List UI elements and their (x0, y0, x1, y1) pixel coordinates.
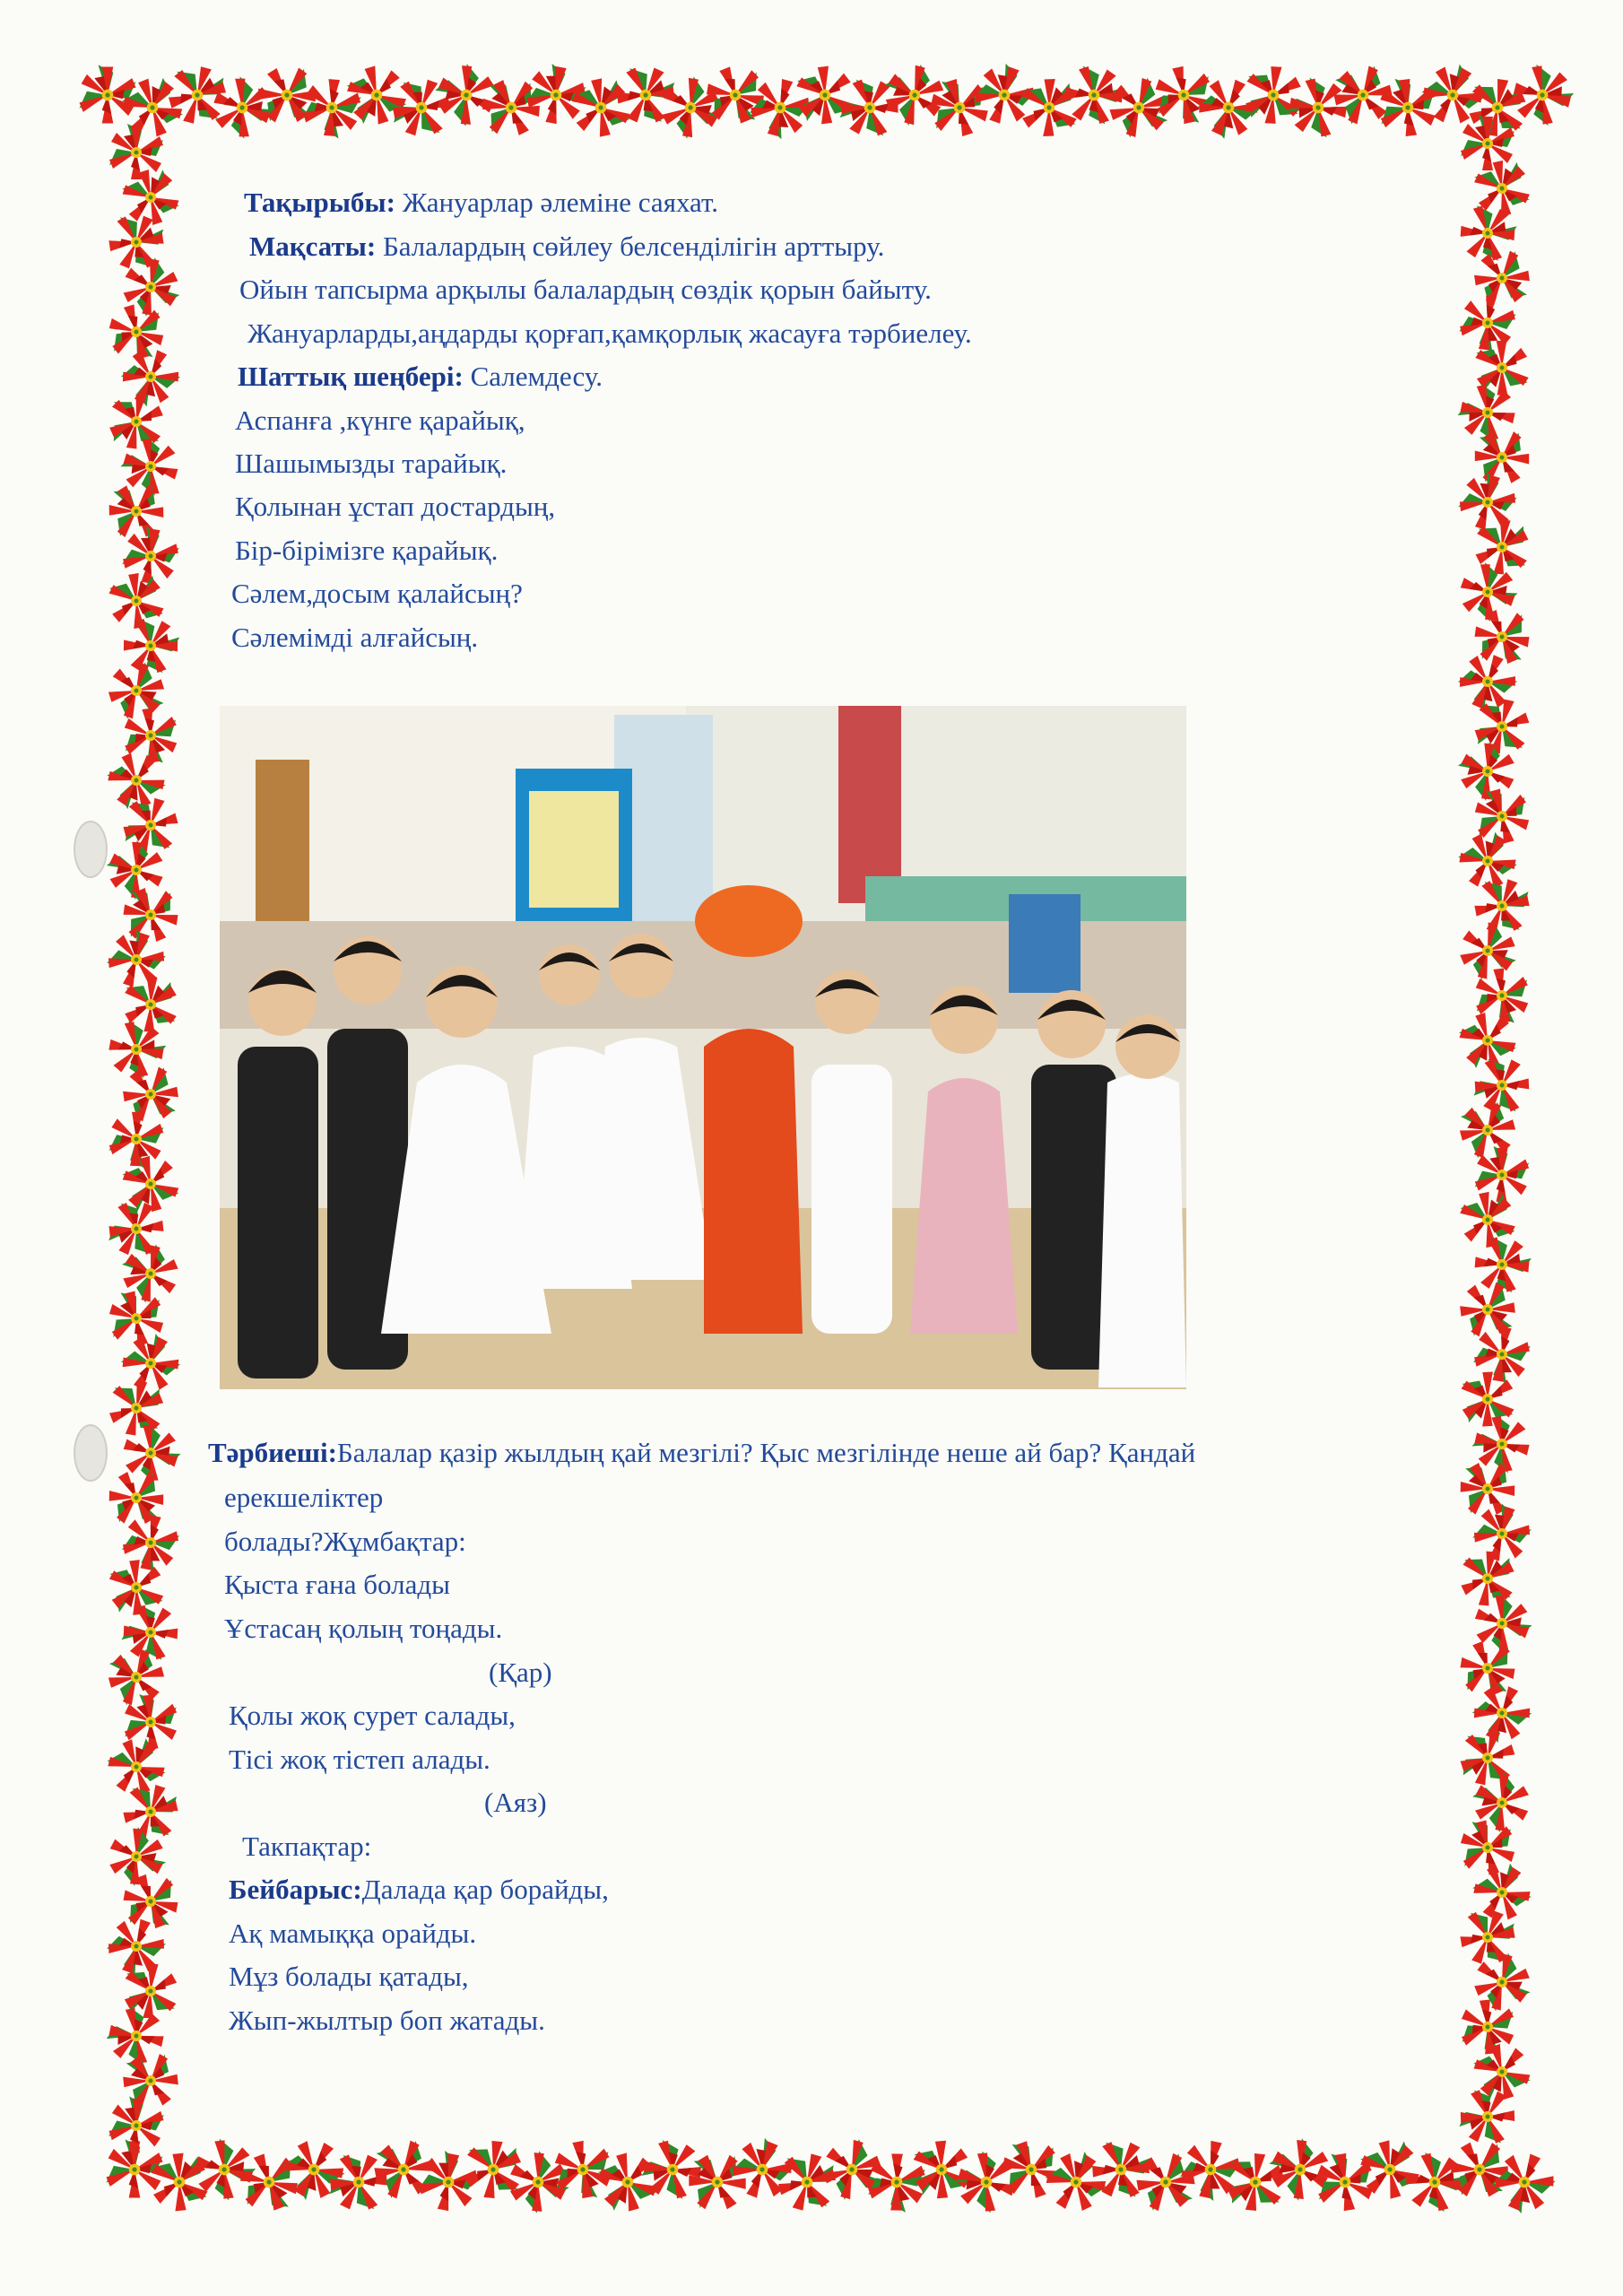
text-line (249, 229, 884, 265)
line-text: (Қар) (489, 1657, 552, 1688)
line-text: Ақ мамыққа орайды. (229, 1918, 477, 1949)
line-text: Балалардың сөйлеу белсенділігін арттыру. (376, 230, 885, 262)
line-text: Шашымызды тарайық. (235, 448, 508, 479)
line-text: ерекшеліктер (224, 1482, 384, 1513)
text-line (224, 1567, 450, 1603)
line-label: Бейбарыс: (229, 1874, 362, 1905)
line-text: Мұз болады қатады, (229, 1961, 469, 1992)
text-line (224, 1611, 502, 1647)
text-line (484, 1785, 547, 1821)
text-line (489, 1655, 552, 1691)
text-line (229, 1872, 609, 1908)
line-label: Тәрбиеші: (208, 1437, 337, 1468)
text-line (231, 576, 523, 612)
text-line (235, 446, 507, 482)
line-label: Мақсаты: (249, 230, 377, 262)
text-line (235, 489, 555, 525)
line-text: Қолынан ұстап достардың, (235, 491, 556, 522)
text-line (231, 620, 478, 656)
text-line (235, 533, 498, 569)
text-line (242, 1829, 371, 1865)
line-text: болады?Жұмбақтар: (224, 1526, 466, 1557)
text-line (229, 2003, 545, 2039)
line-text: Балалар қазір жылдың қай мезгілі? Қыс мезгілінде неше ай бар? Қандай (336, 1437, 1196, 1468)
line-text: Қыста ғана болады (224, 1569, 450, 1600)
line-text: Ұстасаң қолың тоңады. (224, 1613, 503, 1644)
line-text: Сәлемімді алғайсың. (231, 622, 479, 653)
line-text: Тісі жоқ тістеп алады. (229, 1744, 490, 1775)
text-line (247, 316, 972, 352)
text-line (235, 403, 525, 439)
line-text: Жып-жылтыр боп жатады. (229, 2005, 545, 2036)
line-text: Такпақтар: (242, 1831, 372, 1862)
text-line (239, 272, 932, 308)
text-line (224, 1524, 466, 1560)
classroom-photo-illustration (220, 706, 1186, 1389)
line-text: Ойын тапсырма арқылы балалардың сөздік қорын байыту. (239, 274, 932, 305)
line-text: Жануарлар әлеміне саяхат. (395, 187, 718, 218)
text-line (229, 1698, 516, 1734)
line-text: (Аяз) (484, 1787, 547, 1818)
line-text: Сәлем,досым қалайсың? (231, 578, 523, 609)
line-text: Жануарларды,аңдарды қорғап,қамқорлық жасауға тәрбиелеу. (247, 317, 972, 349)
text-line (229, 1742, 490, 1778)
text-line (224, 1480, 383, 1516)
text-line (229, 1959, 469, 1995)
text-line (238, 359, 603, 395)
text-line (229, 1916, 476, 1952)
line-text: Қолы жоқ сурет салады, (229, 1700, 516, 1731)
line-text: Бір-бірімізге қарайық. (235, 535, 499, 566)
text-line (244, 185, 718, 221)
line-label: Тақырыбы: (244, 187, 395, 218)
children-photo (220, 706, 1186, 1389)
text-line (208, 1435, 1195, 1471)
line-text: Аспанға ,күнге қарайық, (235, 404, 525, 436)
line-text: Далада қар борайды, (361, 1874, 609, 1905)
line-text: Салемдесу. (463, 361, 603, 392)
line-label: Шаттық шеңбері: (238, 361, 464, 392)
